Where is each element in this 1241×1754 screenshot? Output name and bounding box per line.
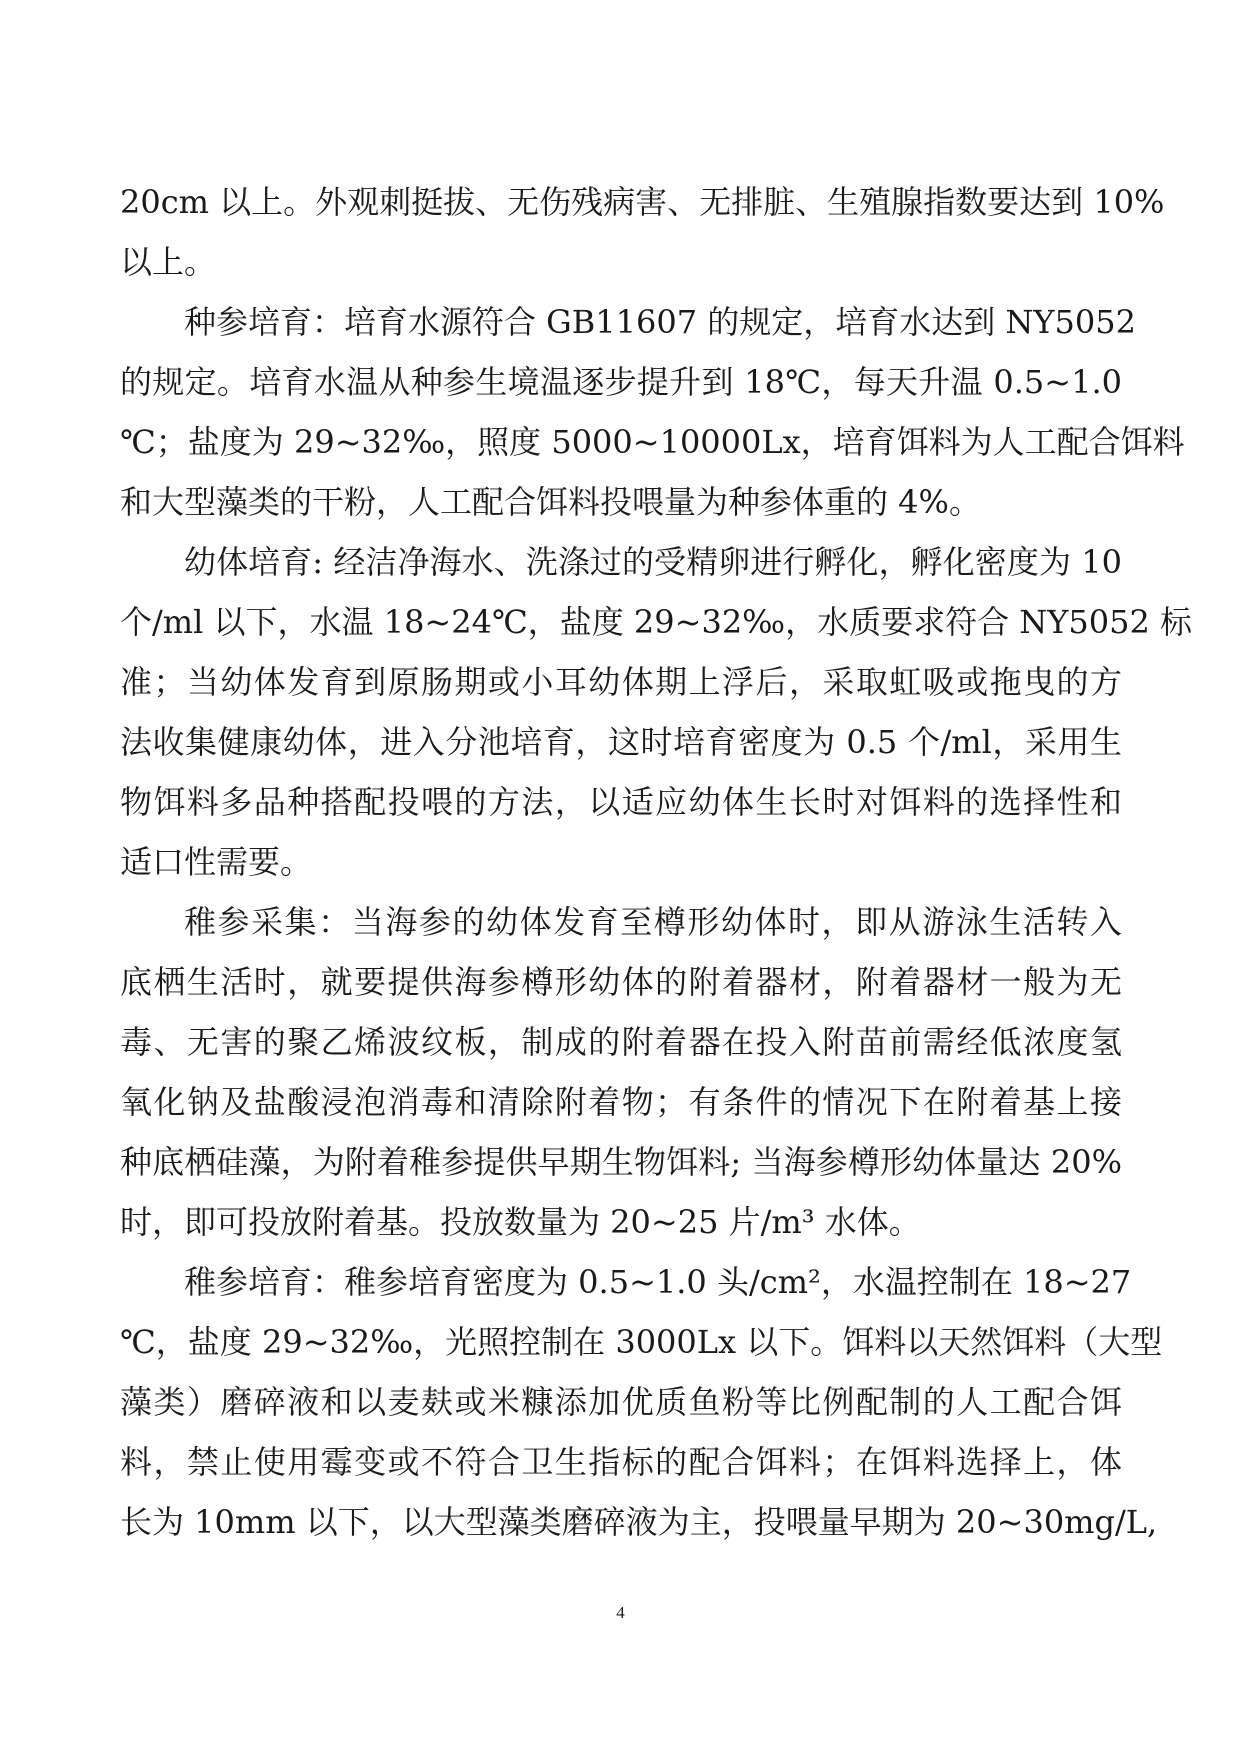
page-number: 4 (616, 1603, 625, 1622)
paragraph-line: 毒、无害的聚乙烯波纹板，制成的附着器在投入附苗前需经低浓度氢 (120, 1023, 1122, 1061)
paragraph-line: 时，即可投放附着基。投放数量为 20~25 片/m³ 水体。 (120, 1203, 921, 1241)
paragraph-line: 准；当幼体发育到原肠期或小耳幼体期上浮后，采取虹吸或拖曳的方 (120, 663, 1122, 701)
paragraph-line: 氧化钠及盐酸浸泡消毒和清除附着物；有条件的情况下在附着基上接 (120, 1083, 1122, 1121)
paragraph-line: 稚参培育：稚参培育密度为 0.5~1.0 头/cm²，水温控制在 18~27 (184, 1263, 1132, 1301)
paragraph-line: 以上。 (120, 243, 217, 281)
paragraph-line: 稚参采集：当海参的幼体发育至樽形幼体时，即从游泳生活转入 (184, 903, 1122, 941)
paragraph-line: 20cm 以上。外观刺挺拔、无伤残病害、无排脏、生殖腺指数要达到 10% (120, 183, 1165, 221)
paragraph-line: 法收集健康幼体，进入分池培育，这时培育密度为 0.5 个/ml，采用生 (120, 723, 1122, 761)
paragraph-line: 底栖生活时，就要提供海参樽形幼体的附着器材，附着器材一般为无 (120, 963, 1122, 1001)
paragraph-line: 种底栖硅藻，为附着稚参提供早期生物饵料; 当海参樽形幼体量达 20% (120, 1143, 1122, 1181)
paragraph-line: 种参培育：培育水源符合 GB11607 的规定，培育水达到 NY5052 (184, 303, 1136, 341)
paragraph-line: 的规定。培育水温从种参生境温逐步提升到 18℃，每天升温 0.5~1.0 (120, 363, 1122, 401)
paragraph-line: 幼体培育: 经洁净海水、洗涤过的受精卵进行孵化，孵化密度为 10 (184, 543, 1122, 581)
paragraph-line: 适口性需要。 (120, 843, 313, 881)
paragraph-line: 藻类）磨碎液和以麦麸或米糠添加优质鱼粉等比例配制的人工配合饵 (120, 1383, 1122, 1421)
paragraph-line: ℃；盐度为 29~32‰，照度 5000~10000Lx，培育饵料为人工配合饵料 (120, 423, 1185, 461)
paragraph-line: 个/ml 以下，水温 18~24℃，盐度 29~32‰，水质要求符合 NY5052 标 (120, 603, 1193, 641)
paragraph-line: 物饵料多品种搭配投喂的方法，以适应幼体生长时对饵料的选择性和 (120, 783, 1122, 821)
paragraph-line: 料，禁止使用霉变或不符合卫生指标的配合饵料；在饵料选择上，体 (120, 1443, 1122, 1481)
paragraph-line: ℃，盐度 29~32‰，光照控制在 3000Lx 以下。饵料以天然饵料（大型 (120, 1323, 1163, 1361)
paragraph-line: 和大型藻类的干粉，人工配合饵料投喂量为种参体重的 4%。 (120, 483, 981, 521)
paragraph-line: 长为 10mm 以下，以大型藻类磨碎液为主，投喂量早期为 20~30mg/L, (120, 1503, 1158, 1541)
